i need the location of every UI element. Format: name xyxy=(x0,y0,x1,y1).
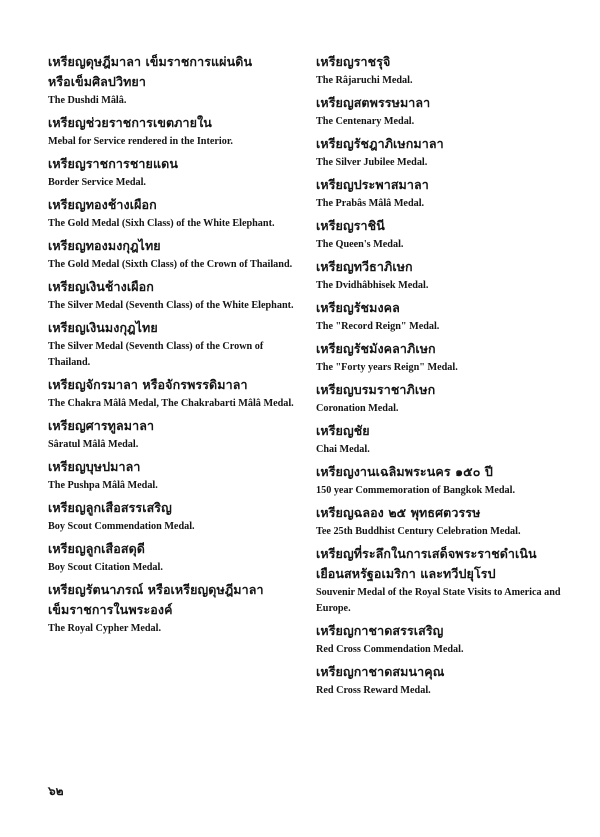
medal-thai-name: เหรียญกาชาดสมนาคุณ xyxy=(316,664,445,679)
medal-thai-name: เหรียญทองช้างเผือก xyxy=(48,197,157,212)
medal-entry xyxy=(316,421,592,458)
medal-entry xyxy=(48,498,300,535)
medal-entry xyxy=(316,621,592,658)
medal-thai-name: เหรียญศารทูลมาลา xyxy=(48,418,155,433)
medal-thai-name: เหรียญช่วยราชการเขตภายใน xyxy=(48,115,212,130)
medal-thai-name: เหรียญบุษปมาลา xyxy=(48,459,141,474)
medal-thai-name: เหรียญทองมงกุฎไทย xyxy=(48,238,161,253)
medal-entry xyxy=(316,93,592,130)
medal-english-name: The Chakra Mâlâ Medal, The Chakrabarti Mâlâ Medal. xyxy=(48,398,294,409)
medal-entry xyxy=(316,544,592,617)
medal-thai-name: เหรียญลูกเสือสดุดี xyxy=(48,541,146,556)
medal-thai-name: เหรียญประพาสมาลา xyxy=(316,177,429,192)
medal-thai-name: เหรียญลูกเสือสรรเสริญ xyxy=(48,500,172,515)
medal-entry xyxy=(48,277,300,314)
medal-english-name: The Râjaruchi Medal. xyxy=(316,75,413,86)
medal-entry xyxy=(48,195,300,232)
medal-entry xyxy=(316,257,592,294)
medal-thai-name: เหรียญสตพรรษมาลา xyxy=(316,95,431,110)
medal-english-name: Red Cross Commendation Medal. xyxy=(316,644,464,655)
medal-english-name: The Gold Medal (Sixth Class) of the Crown of Thailand. xyxy=(48,259,293,270)
medal-thai-name: เข็มราชการในพระองค์ xyxy=(48,602,173,617)
medal-thai-name: เยือนสหรัฐอเมริกา และทวีปยุโรป xyxy=(316,566,496,581)
medal-english-name: Boy Scout Citation Medal. xyxy=(48,562,163,573)
right-column xyxy=(316,52,592,703)
medal-thai-name: เหรียญดุษฎีมาลา เข็มราชการแผ่นดิน xyxy=(48,54,253,69)
medal-thai-name: เหรียญรัชมังคลาภิเษก xyxy=(316,341,436,356)
medal-english-name: The Prabâs Mâlâ Medal. xyxy=(316,198,425,209)
medal-thai-name: เหรียญงานเฉลิมพระนคร ๑๕๐ ปี xyxy=(316,464,493,479)
medal-english-name: Border Service Medal. xyxy=(48,177,146,188)
medal-english-name: Coronation Medal. xyxy=(316,403,399,414)
medal-thai-name: เหรียญเงินมงกุฎไทย xyxy=(48,320,158,335)
page-number: ๖๒ xyxy=(48,784,64,798)
medal-entry xyxy=(48,539,300,576)
medal-english-name: Chai Medal. xyxy=(316,444,370,455)
medal-thai-name: เหรียญบรมราชาภิเษก xyxy=(316,382,436,397)
medal-english-name: The "Record Reign" Medal. xyxy=(316,321,440,332)
medal-thai-name: เหรียญราชินี xyxy=(316,218,385,233)
medal-thai-name: เหรียญชัย xyxy=(316,423,370,438)
medal-english-name: The Pushpa Mâlâ Medal. xyxy=(48,480,158,491)
medal-thai-name: หรือเข็มศิลปวิทยา xyxy=(48,74,146,89)
medal-english-name: The Royal Cypher Medal. xyxy=(48,623,162,634)
medal-entry xyxy=(48,416,300,453)
medal-english-name: Sâratul Mâlâ Medal. xyxy=(48,439,139,450)
medal-english-name: Souvenir Medal of the Royal State Visits to America and Europe. xyxy=(316,587,561,614)
medal-english-name: 150 year Commemoration of Bangkok Medal. xyxy=(316,485,516,496)
medal-thai-name: เหรียญเงินช้างเผือก xyxy=(48,279,154,294)
medal-entry xyxy=(316,662,592,699)
medal-thai-name: เหรียญราชรุจิ xyxy=(316,54,391,69)
medal-entry xyxy=(48,457,300,494)
medal-english-name: Tee 25th Buddhist Century Celebration Medal. xyxy=(316,526,521,537)
medal-english-name: The Silver Medal (Seventh Class) of the Crown of Thailand. xyxy=(48,341,264,368)
medal-thai-name: เหรียญที่ระลึกในการเสด็จพระราชดำเนิน xyxy=(316,546,537,561)
medal-english-name: The Silver Jubilee Medal. xyxy=(316,157,428,168)
medal-english-name: The "Forty years Reign" Medal. xyxy=(316,362,458,373)
medal-english-name: The Silver Medal (Seventh Class) of the White Elephant. xyxy=(48,300,294,311)
medal-entry xyxy=(316,298,592,335)
medal-entry xyxy=(316,52,592,89)
medal-english-name: Boy Scout Commendation Medal. xyxy=(48,521,195,532)
medal-english-name: Mebal for Service rendered in the Interior. xyxy=(48,136,233,147)
medal-entry xyxy=(316,462,592,499)
medal-entry xyxy=(316,503,592,540)
medal-entry xyxy=(316,380,592,417)
medal-entry xyxy=(316,216,592,253)
medal-entry xyxy=(48,113,300,150)
medal-english-name: The Centenary Medal. xyxy=(316,116,415,127)
medal-thai-name: เหรียญรัชฎาภิเษกมาลา xyxy=(316,136,444,151)
medal-entry xyxy=(48,580,300,637)
medal-english-name: The Dushdi Mâlâ. xyxy=(48,95,127,106)
medal-entry xyxy=(316,134,592,171)
medal-entry xyxy=(48,375,300,412)
medal-entry xyxy=(316,175,592,212)
medal-thai-name: เหรียญรัชมงคล xyxy=(316,300,400,315)
medal-entry xyxy=(48,236,300,273)
medal-english-name: The Queen's Medal. xyxy=(316,239,404,250)
medal-thai-name: เหรียญจักรมาลา หรือจักรพรรดิมาลา xyxy=(48,377,248,392)
medal-entry xyxy=(316,339,592,376)
medal-thai-name: เหรียญรัตนาภรณ์ หรือเหรียญดุษฎีมาลา xyxy=(48,582,264,597)
medal-english-name: The Dvidhâbhisek Medal. xyxy=(316,280,429,291)
medal-thai-name: เหรียญทวีธาภิเษก xyxy=(316,259,413,274)
medal-english-name: The Gold Medal (Sixh Class) of the White Elephant. xyxy=(48,218,275,229)
medal-entry xyxy=(48,318,300,371)
medal-english-name: Red Cross Reward Medal. xyxy=(316,685,431,696)
medal-entry xyxy=(48,52,300,109)
left-column xyxy=(48,52,300,641)
medal-thai-name: เหรียญฉลอง ๒๕ พุทธศตวรรษ xyxy=(316,505,481,520)
medal-thai-name: เหรียญราชการชายแดน xyxy=(48,156,178,171)
medal-entry xyxy=(48,154,300,191)
medal-thai-name: เหรียญกาชาดสรรเสริญ xyxy=(316,623,444,638)
